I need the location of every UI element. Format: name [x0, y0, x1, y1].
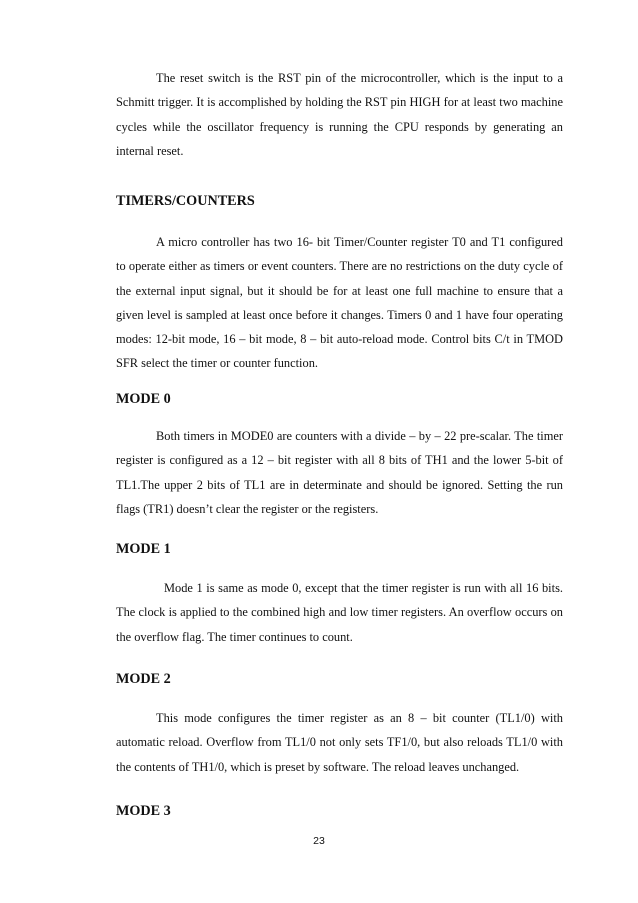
heading-mode-1: MODE 1 — [116, 541, 171, 557]
heading-mode-3: MODE 3 — [116, 803, 171, 819]
paragraph-reset-text: The reset switch is the RST pin of the microcontroller, which is the input to a Schmitt trigger. It is accomplished by holding the RST pin HIGH for at least two machine cycles while the oscillator frequency is running the CPU responds by generating an internal reset. — [116, 71, 563, 158]
paragraph-mode-1-text: Mode 1 is same as mode 0, except that the timer register is run with all 16 bits. The clock is applied to the combined high and low timer registers. An overflow occurs on the overflow flag. The timer continues to count. — [116, 581, 563, 644]
paragraph-mode-0 — [116, 424, 563, 521]
paragraph-mode-2-text: This mode configures the timer register as an 8 – bit counter (TL1/0) with automatic reload. Overflow from TL1/0 not only sets TF1/0, but also reloads TL1/0 with the contents of TH1/0, which is preset by software. The reload leaves unchanged. — [116, 711, 563, 774]
heading-mode-2: MODE 2 — [116, 671, 171, 687]
paragraph-mode-2 — [116, 706, 563, 779]
paragraph-timers — [116, 230, 563, 376]
heading-mode-0: MODE 0 — [116, 391, 171, 407]
paragraph-mode-1 — [116, 576, 563, 649]
paragraph-reset — [116, 66, 563, 163]
paragraph-timers-text: A micro controller has two 16- bit Timer/Counter register T0 and T1 configured to operate either as timers or event counters. There are no restrictions on the duty cycle of the external input signal, but it should be for at least one full machine to ensure that a given level is sampled at least once before it changes. Timers 0 and 1 have four operating modes: 12-bit mode, 16 – bit mode, 8 – bit auto-reload mode. Control bits C/t in TMOD SFR select the timer or counter function. — [116, 235, 563, 371]
page-number: 23 — [313, 835, 325, 847]
paragraph-mode-0-text: Both timers in MODE0 are counters with a divide – by – 22 pre-scalar. The timer register is configured as a 12 – bit register with all 8 bits of TH1 and the lower 5-bit of TL1.The upper 2 bits of TL1 are in determinate and should be ignored. Setting the run flags (TR1) doesn’t clear the register or the registers. — [116, 429, 563, 516]
heading-timers-counters: TIMERS/COUNTERS — [116, 193, 255, 209]
